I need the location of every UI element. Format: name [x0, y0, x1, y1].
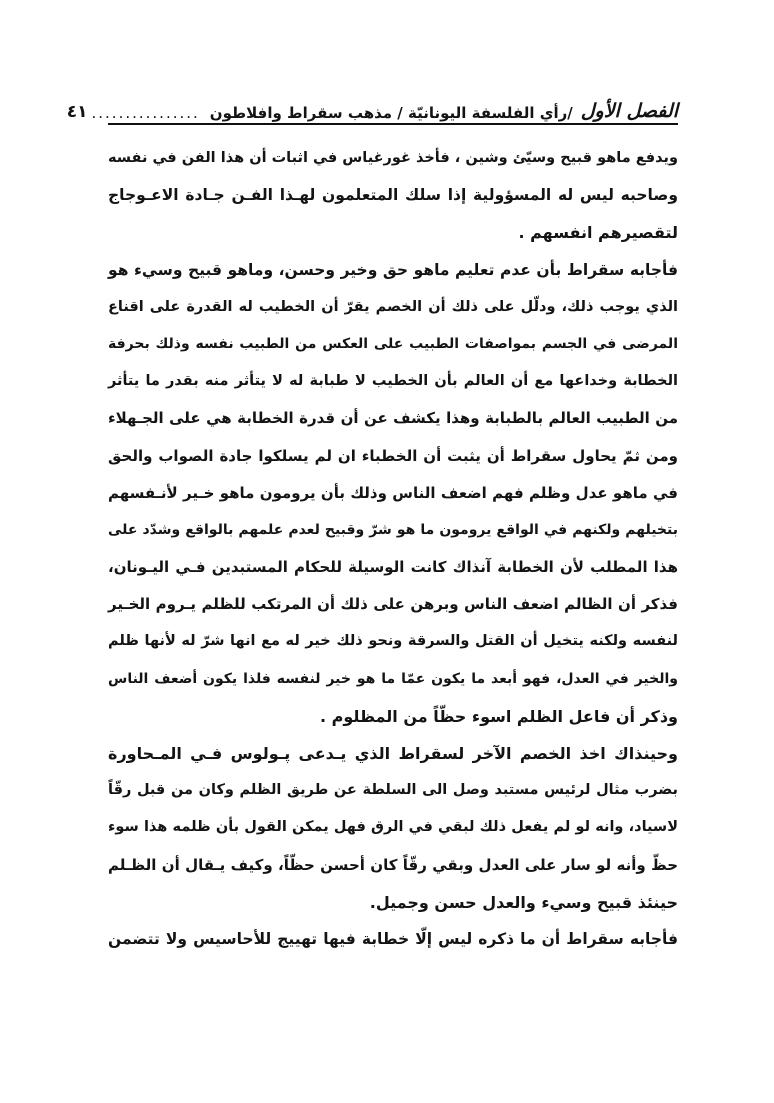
body-text: [108, 140, 678, 958]
text-line: والخير في العدل، فهو أبعد ما يكون عمّا ما هو خير لنفسه فلذا يكون أضعف الناس: [108, 670, 678, 687]
text-line: لاسياد، وانه لو لم يفعل ذلك لبقي في الرق فهل يمكن القول بأن ظلمه هذا سوء: [108, 819, 678, 836]
text-line: بتخيلهم ولكنهم في الواقع يرومون ما هو شرّ وقبيح لعدم علمهم بالواقع وشدّد على: [108, 521, 678, 538]
text-line: هذا المطلب لأن الخطابة آنذاك كانت الوسيلة للحكام المستبدين فـي اليـونان،: [108, 558, 678, 577]
chapter-title: الفصل الأول: [580, 100, 678, 122]
text-line: من الطبيب العالم بالطبابة وهذا يكشف عن أن قدرة الخطابة هي على الجـهلاء: [108, 409, 678, 428]
running-header: [66, 86, 678, 122]
text-line: فذكر أن الظالم اضعف الناس وبرهن على ذلك أن المرتكب للظلم يـروم الخـير: [108, 595, 678, 614]
text-line: وصاحبه ليس له المسؤولية إذا سلك المتعلمون لهـذا الفـن جـادة الاعـوجاج: [108, 186, 678, 205]
page-number: ٤١: [66, 102, 88, 122]
text-line: حظّ وأنه لو سار على العدل وبقي رقّاً كان أحسن حظّاً، وكيف يـقال أن الظـلم: [108, 855, 678, 874]
text-line: ويدفع ماهو قبيح وسيّئ وشين ، فأخذ غورغياس في اثبات أن هذا الفن في نفسه: [108, 150, 678, 166]
section-titles: /رأي الفلسفة اليونانيّة / مذهب سقراط وافلاطون: [209, 104, 573, 122]
text-line: وحينذاك اخذ الخصم الآخر لسقراط الذي يـدعى پـولوس فـي المـحاورة: [108, 744, 678, 763]
text-line: بضرب مثال لرئيس مستبد وصل الى السلطة عن طريق الظلم وكان من قبل رقّاً: [108, 782, 678, 799]
text-line: وذكر أن فاعل الظلم اسوء حظّاً من المظلوم .: [320, 706, 678, 726]
text-line: ومن ثمّ يحاول سقراط أن يثبت أن الخطباء ان لم يسلكوا جادة الصواب والحق: [108, 446, 678, 465]
text-line: الذي يوجب ذلك، ودلّل على ذلك أن الخصم يقرّ أن الخطيب له القدرة على اقناع: [108, 298, 678, 315]
text-line: حينئذ قبيح وسيء والعدل حسن وجميل.: [369, 892, 678, 912]
text-line: الخطابة وخداعها مع أن العالم بأن الخطيب لا طبابة له لا يتأثر منه بقدر ما يتأثر: [108, 373, 678, 390]
text-line: المرضى في الجسم بمواصفات الطبيب على العكس من الطبيب نفسه وذلك بحرفة: [108, 335, 678, 352]
text-line: فأجابه سقراط أن ما ذكره ليس إلّا خطابة فيها تهييج للأحاسيس ولا تتضمن: [108, 929, 678, 948]
leader-dots: ................: [91, 104, 200, 122]
header-rule: [108, 123, 678, 125]
text-line: فأجابه سقراط بأن عدم تعليم ماهو حق وخير وحسن، وماهو قبيح وسيء هو: [108, 260, 678, 279]
text-line: لتقصيرهم انفسهم .: [518, 223, 678, 243]
text-line: في ماهو عدل وظلم فهم اضعف الناس وذلك بأن يرومون ماهو خـير لأنـفسهم: [108, 483, 678, 502]
text-line: لنفسه ولكنه يتخيل أن القتل والسرقة ونحو ذلك خير له مع انها شرّ له لأنها ظلم: [108, 633, 678, 650]
